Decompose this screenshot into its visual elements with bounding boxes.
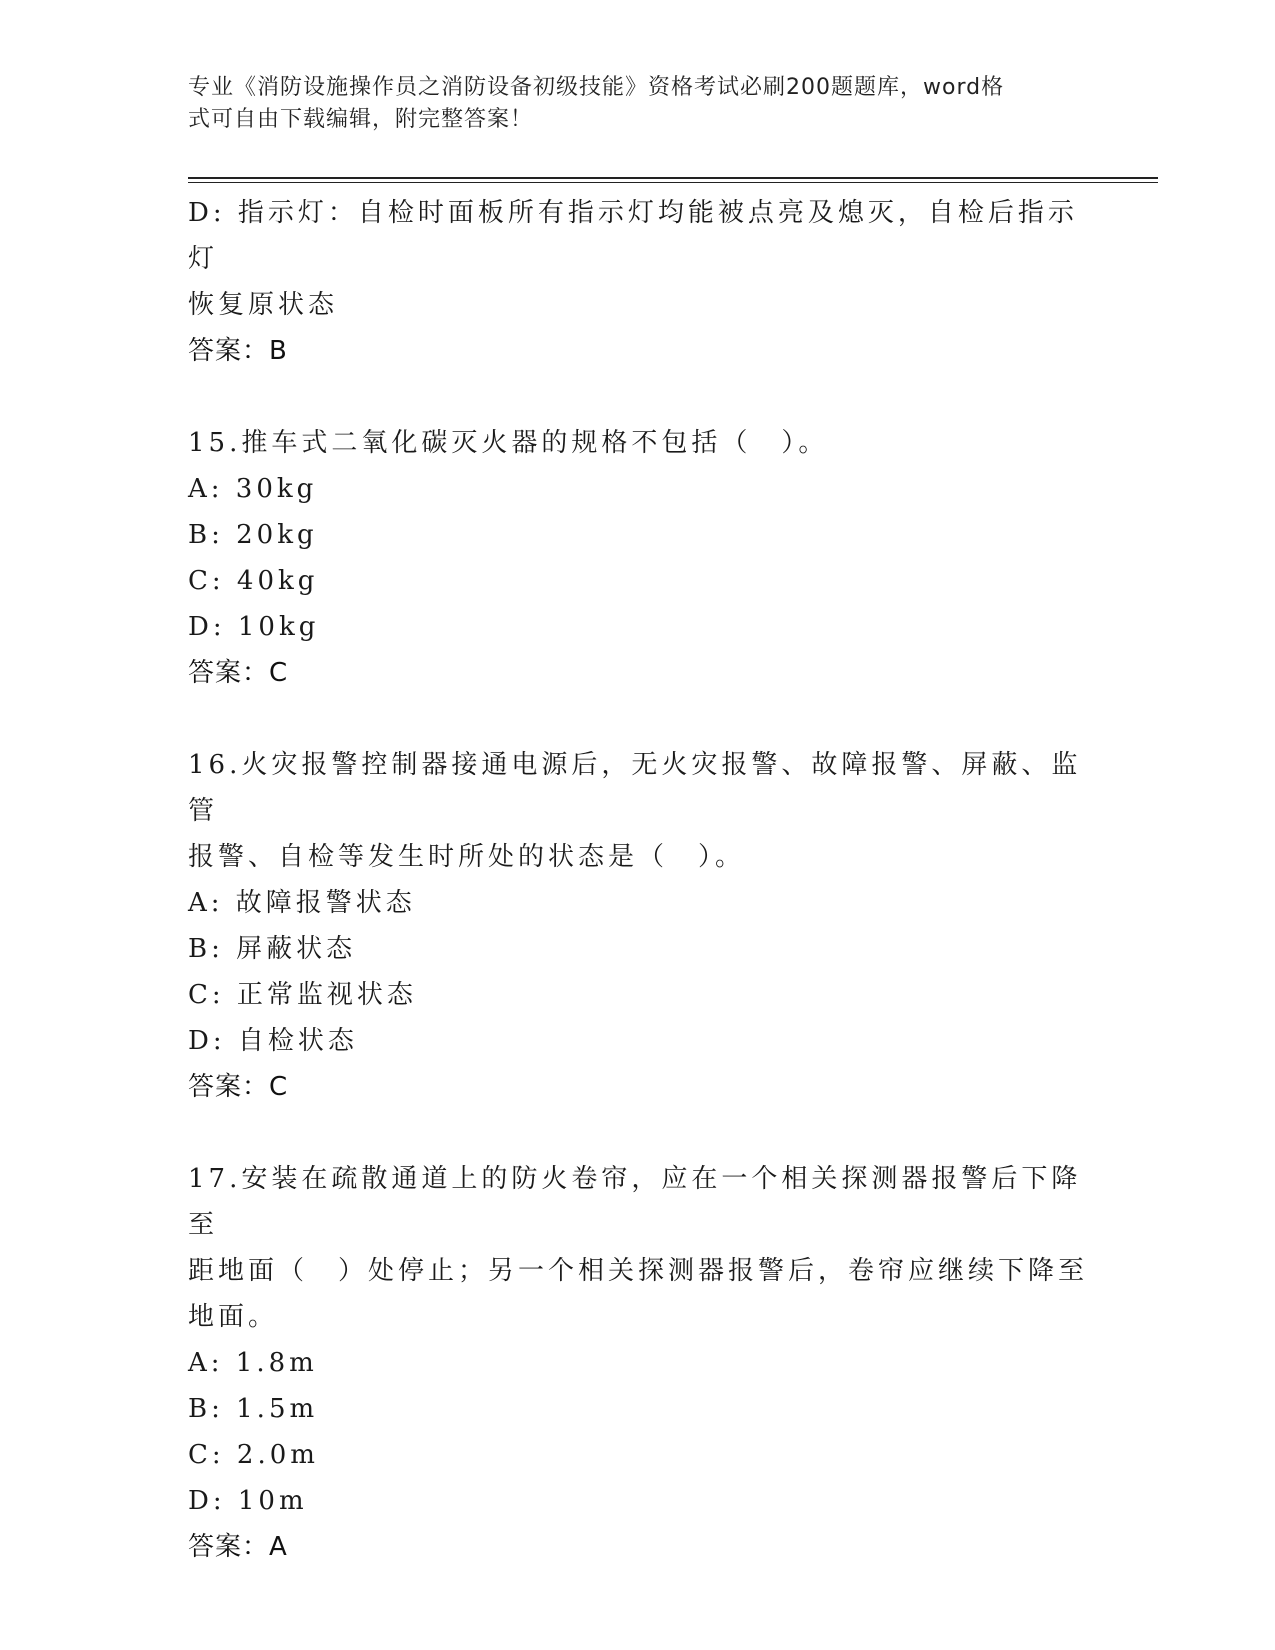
header-divider-thin [188,182,1158,183]
answer-line: 答案：A [188,1532,288,1562]
header-title-line-1: 专业《消防设施操作员之消防设备初级技能》资格考试必刷200题题库，word格 [188,75,1005,100]
answer-line: 答案：B [188,336,288,366]
document-header [188,72,1078,136]
option-c: C: 2.0m [188,1440,319,1470]
spacer [188,1110,1088,1156]
question-17 [188,1156,1088,1570]
option-d: D: 10m [188,1486,308,1516]
option-a: A: 故障报警状态 [188,888,416,918]
option-b: B: 20kg [188,520,318,550]
option-c: C: 正常监视状态 [188,980,417,1010]
carryover-block [188,190,1088,374]
option-d: D: 10kg [188,612,320,642]
option-d-line-1: D: 指示灯：自检时面板所有指示灯均能被点亮及熄灭，自检后指示灯 [188,198,1078,274]
question-16 [188,742,1088,1110]
question-15 [188,420,1088,696]
spacer [188,374,1088,420]
question-stem-line-2: 报警、自检等发生时所处的状态是（ ）。 [188,842,746,872]
question-stem: 15.推车式二氧化碳灭火器的规格不包括（ ）。 [188,428,829,458]
answer-line: 答案：C [188,658,289,688]
option-b: B: 1.5m [188,1394,319,1424]
questions-content [188,190,1088,1570]
question-stem-line-1: 16.火灾报警控制器接通电源后，无火灾报警、故障报警、屏蔽、监管 [188,750,1082,826]
option-a: A: 30kg [188,474,318,504]
option-b: B: 屏蔽状态 [188,934,357,964]
option-c: C: 40kg [188,566,319,596]
option-a: A: 1.8m [188,1348,318,1378]
spacer [188,696,1088,742]
option-d-line-2: 恢复原状态 [188,290,339,320]
question-stem-line-3: 地面。 [188,1302,279,1332]
option-d: D: 自检状态 [188,1026,358,1056]
question-stem-line-1: 17.安装在疏散通道上的防火卷帘，应在一个相关探测器报警后下降至 [188,1164,1082,1240]
answer-line: 答案：C [188,1072,289,1102]
header-title-line-2: 式可自由下载编辑，附完整答案！ [188,107,534,132]
header-divider-thick [188,177,1158,179]
question-stem-line-2: 距地面（ ）处停止；另一个相关探测器报警后，卷帘应继续下降至 [188,1256,1089,1286]
